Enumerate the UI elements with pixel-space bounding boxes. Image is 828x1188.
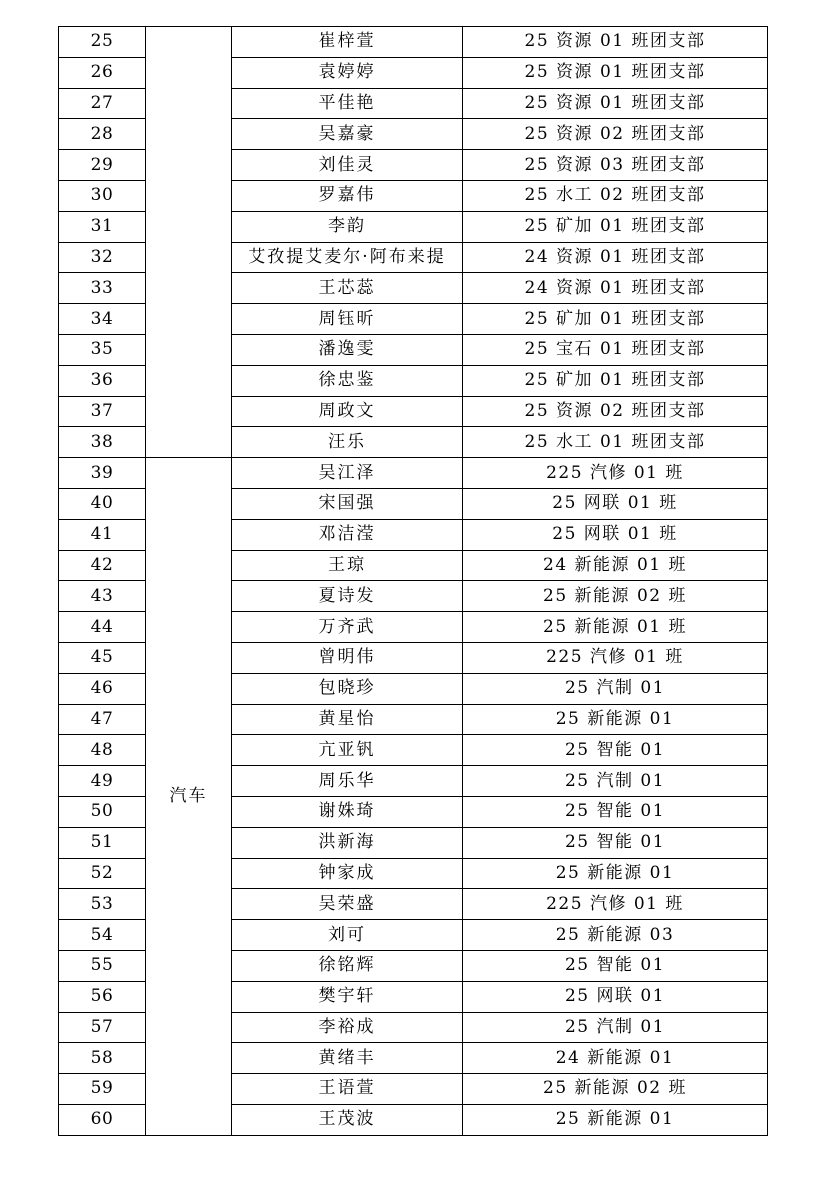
branch-name: 25 智能 01 — [463, 827, 768, 858]
branch-name: 225 汽修 01 班 — [463, 642, 768, 673]
row-number: 32 — [59, 242, 146, 273]
member-name: 汪乐 — [232, 427, 463, 458]
row-number: 26 — [59, 57, 146, 88]
branch-name: 25 宝石 01 班团支部 — [463, 334, 768, 365]
branch-name: 24 新能源 01 — [463, 1043, 768, 1074]
branch-name: 25 网联 01 — [463, 981, 768, 1012]
member-name: 钟家成 — [232, 858, 463, 889]
member-name: 袁婷婷 — [232, 57, 463, 88]
branch-name: 25 汽制 01 — [463, 766, 768, 797]
row-number: 49 — [59, 766, 146, 797]
member-name: 潘逸雯 — [232, 334, 463, 365]
branch-name: 25 资源 03 班团支部 — [463, 150, 768, 181]
branch-name: 24 新能源 01 班 — [463, 550, 768, 581]
member-name: 黄绪丰 — [232, 1043, 463, 1074]
member-name: 吴江泽 — [232, 458, 463, 489]
branch-name: 25 智能 01 — [463, 950, 768, 981]
row-number: 59 — [59, 1074, 146, 1105]
row-number: 37 — [59, 396, 146, 427]
branch-name: 25 资源 01 班团支部 — [463, 27, 768, 58]
member-name: 刘佳灵 — [232, 150, 463, 181]
branch-name: 25 水工 02 班团支部 — [463, 180, 768, 211]
branch-name: 25 资源 01 班团支部 — [463, 88, 768, 119]
member-name: 万齐武 — [232, 612, 463, 643]
member-name: 洪新海 — [232, 827, 463, 858]
branch-name: 25 资源 02 班团支部 — [463, 119, 768, 150]
branch-name: 25 智能 01 — [463, 796, 768, 827]
member-table-body — [59, 27, 768, 1136]
member-name: 亢亚钒 — [232, 735, 463, 766]
member-name: 刘可 — [232, 920, 463, 951]
row-number: 25 — [59, 27, 146, 58]
row-number: 54 — [59, 920, 146, 951]
branch-name: 25 新能源 01 — [463, 704, 768, 735]
row-number: 31 — [59, 211, 146, 242]
member-name: 王琼 — [232, 550, 463, 581]
branch-name: 25 新能源 02 班 — [463, 581, 768, 612]
table-row — [59, 458, 768, 489]
branch-name: 25 新能源 01 班 — [463, 612, 768, 643]
branch-name: 25 网联 01 班 — [463, 519, 768, 550]
row-number: 44 — [59, 612, 146, 643]
row-number: 56 — [59, 981, 146, 1012]
member-name: 艾孜提艾麦尔·阿布来提 — [232, 242, 463, 273]
table-row — [59, 27, 768, 58]
member-name: 罗嘉伟 — [232, 180, 463, 211]
member-name: 徐铭辉 — [232, 950, 463, 981]
branch-name: 25 智能 01 — [463, 735, 768, 766]
row-number: 39 — [59, 458, 146, 489]
row-number: 36 — [59, 365, 146, 396]
row-number: 43 — [59, 581, 146, 612]
member-name: 宋国强 — [232, 488, 463, 519]
row-number: 30 — [59, 180, 146, 211]
branch-name: 24 资源 01 班团支部 — [463, 273, 768, 304]
member-name: 崔梓萱 — [232, 27, 463, 58]
row-number: 58 — [59, 1043, 146, 1074]
branch-name: 25 矿加 01 班团支部 — [463, 304, 768, 335]
member-name: 周钰昕 — [232, 304, 463, 335]
member-table — [58, 26, 768, 1136]
row-number: 52 — [59, 858, 146, 889]
branch-name: 25 资源 02 班团支部 — [463, 396, 768, 427]
branch-name: 25 新能源 01 — [463, 858, 768, 889]
row-number: 45 — [59, 642, 146, 673]
member-name: 李韵 — [232, 211, 463, 242]
branch-name: 225 汽修 01 班 — [463, 458, 768, 489]
branch-name: 25 资源 01 班团支部 — [463, 57, 768, 88]
branch-name: 25 网联 01 班 — [463, 488, 768, 519]
member-name: 王茂波 — [232, 1104, 463, 1135]
branch-name: 24 资源 01 班团支部 — [463, 242, 768, 273]
member-name: 曾明伟 — [232, 642, 463, 673]
row-number: 34 — [59, 304, 146, 335]
unit-cell — [146, 27, 232, 458]
member-name: 平佳艳 — [232, 88, 463, 119]
member-name: 李裕成 — [232, 1012, 463, 1043]
row-number: 40 — [59, 488, 146, 519]
row-number: 41 — [59, 519, 146, 550]
member-name: 邓洁滢 — [232, 519, 463, 550]
member-name: 王芯蕊 — [232, 273, 463, 304]
member-name: 夏诗发 — [232, 581, 463, 612]
member-name: 徐忠鉴 — [232, 365, 463, 396]
row-number: 51 — [59, 827, 146, 858]
member-name: 包晓珍 — [232, 673, 463, 704]
row-number: 47 — [59, 704, 146, 735]
branch-name: 25 汽制 01 — [463, 673, 768, 704]
row-number: 46 — [59, 673, 146, 704]
member-name: 谢姝琦 — [232, 796, 463, 827]
row-number: 35 — [59, 334, 146, 365]
row-number: 48 — [59, 735, 146, 766]
branch-name: 25 新能源 01 — [463, 1104, 768, 1135]
branch-name: 25 新能源 03 — [463, 920, 768, 951]
branch-name: 25 水工 01 班团支部 — [463, 427, 768, 458]
row-number: 50 — [59, 796, 146, 827]
branch-name: 25 新能源 02 班 — [463, 1074, 768, 1105]
branch-name: 225 汽修 01 班 — [463, 889, 768, 920]
branch-name: 25 矿加 01 班团支部 — [463, 211, 768, 242]
row-number: 29 — [59, 150, 146, 181]
member-name: 樊宇轩 — [232, 981, 463, 1012]
row-number: 55 — [59, 950, 146, 981]
member-name: 吴嘉豪 — [232, 119, 463, 150]
row-number: 57 — [59, 1012, 146, 1043]
row-number: 53 — [59, 889, 146, 920]
member-name: 吴荣盛 — [232, 889, 463, 920]
row-number: 38 — [59, 427, 146, 458]
branch-name: 25 汽制 01 — [463, 1012, 768, 1043]
unit-cell: 汽车 — [146, 458, 232, 1136]
row-number: 42 — [59, 550, 146, 581]
row-number: 60 — [59, 1104, 146, 1135]
member-name: 周政文 — [232, 396, 463, 427]
row-number: 27 — [59, 88, 146, 119]
branch-name: 25 矿加 01 班团支部 — [463, 365, 768, 396]
row-number: 28 — [59, 119, 146, 150]
member-name: 周乐华 — [232, 766, 463, 797]
member-name: 王语萱 — [232, 1074, 463, 1105]
member-name: 黄星怡 — [232, 704, 463, 735]
row-number: 33 — [59, 273, 146, 304]
